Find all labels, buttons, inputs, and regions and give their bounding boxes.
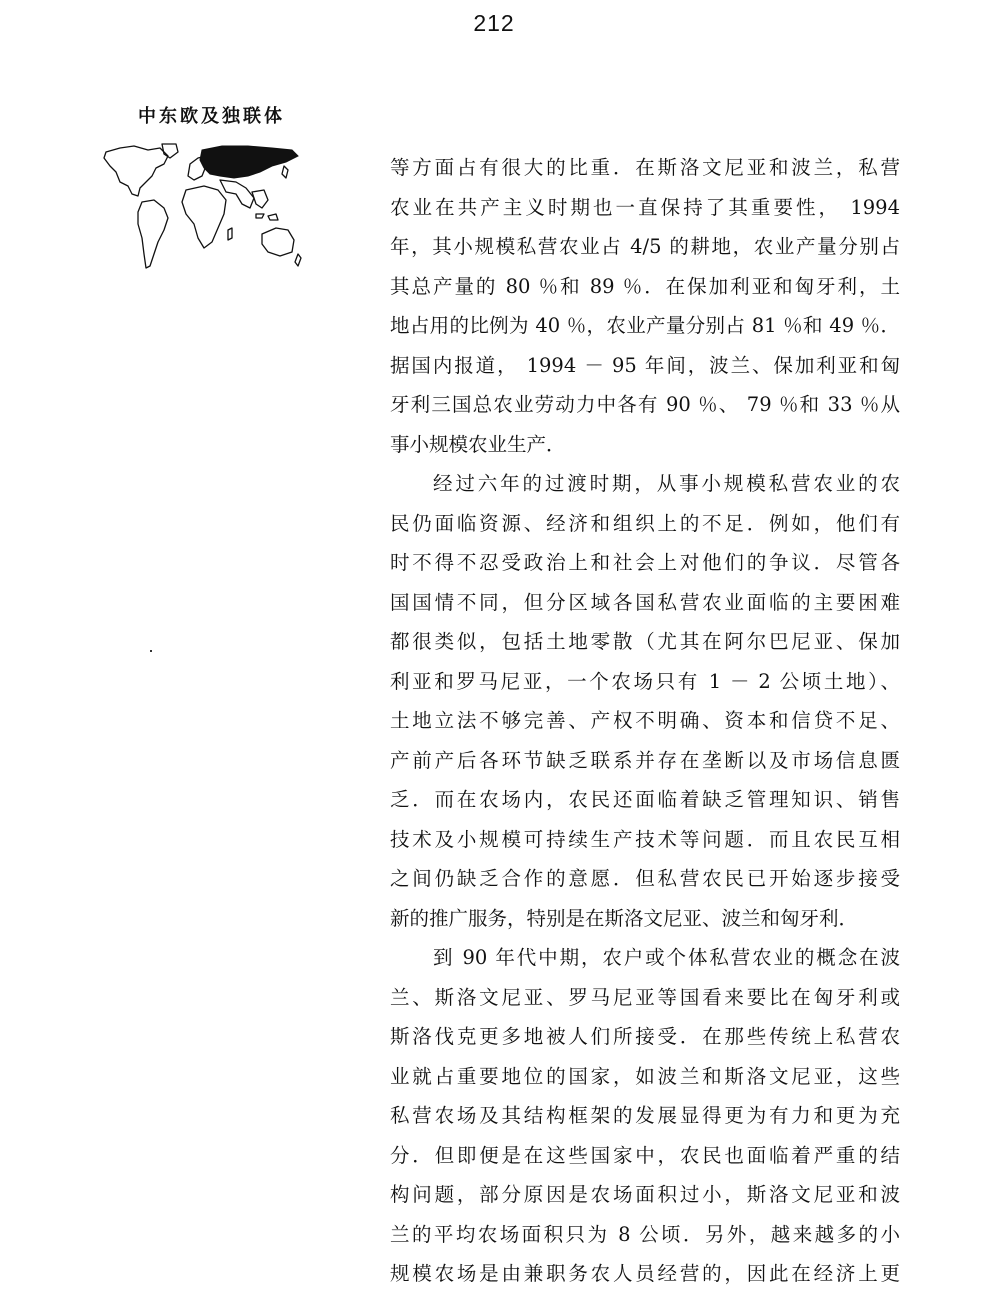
world-map-icon xyxy=(102,142,302,274)
text-line: 等方面占有很大的比重．在斯洛文尼亚和波兰，私营 xyxy=(390,156,900,179)
section-label: 中东欧及独联体 xyxy=(138,106,285,127)
paragraph-2 xyxy=(390,464,900,938)
text-line: 牙利三国总农业劳动力中各有 90 ％、 79 ％和 33 ％从 xyxy=(390,393,900,416)
text-line: 之间仍缺乏合作的意愿．但私营农民已开始逐步接受 xyxy=(390,867,900,890)
text-line: 民仍面临资源、经济和组织上的不足．例如，他们有 xyxy=(390,511,900,535)
page-number: 212 xyxy=(473,10,515,36)
scan-speck xyxy=(150,650,152,652)
text-line: 规模农场是由兼职务农人员经营的，因此在经济上更 xyxy=(390,1262,900,1285)
paragraph-3 xyxy=(390,938,900,1294)
text-line: 土地立法不够完善、产权不明确、资本和信贷不足、 xyxy=(390,709,900,732)
text-line: 国国情不同，但分区域各国私营农业面临的主要困难 xyxy=(390,590,900,614)
text-line: 私营农场及其结构框架的发展显得更为有力和更为充 xyxy=(390,1104,900,1127)
text-line: 其总产量的 80 ％和 89 ％．在保加利亚和匈牙利，土 xyxy=(390,274,900,298)
text-line: 经过六年的过渡时期，从事小规模私营农业的农 xyxy=(433,472,900,495)
text-line: 新的推广服务，特别是在斯洛文尼亚、波兰和匈牙利． xyxy=(390,906,859,930)
text-line: 产前产后各环节缺乏联系并存在垄断以及市场信息匮 xyxy=(390,748,900,772)
text-line: 都很类似，包括土地零散（尤其在阿尔巴尼亚、保加 xyxy=(390,630,900,653)
text-line: 据国内报道， 1994 － 95 年间，波兰、保加利亚和匈 xyxy=(390,353,900,377)
text-line: 利亚和罗马尼亚，一个农场只有 1 － 2 公顷土地）、 xyxy=(390,669,900,693)
text-line: 分．但即便是在这些国家中，农民也面临着严重的结 xyxy=(390,1143,900,1167)
text-line: 年，其小规模私营农业占 4/5 的耕地，农业产量分别占 xyxy=(390,235,900,258)
text-line: 兰、斯洛文尼亚、罗马尼亚等国看来要比在匈牙利或 xyxy=(390,985,900,1009)
text-line: 时不得不忍受政治上和社会上对他们的争议．尽管各 xyxy=(390,551,900,574)
text-line: 乏．而在农场内，农民还面临着缺乏管理知识、销售 xyxy=(390,788,900,811)
text-line: 业就占重要地位的国家，如波兰和斯洛文尼亚，这些 xyxy=(390,1064,900,1088)
text-line: 构问题，部分原因是农场面积过小，斯洛文尼亚和波 xyxy=(390,1183,900,1206)
text-line: 事小规模农业生产． xyxy=(390,432,566,456)
text-line: 地占用的比例为 40 ％，农业产量分别占 81 ％和 49 ％． xyxy=(390,314,900,337)
body-text xyxy=(390,148,900,1294)
text-line: 农业在共产主义时期也一直保持了其重要性， 1994 xyxy=(390,195,900,219)
text-line: 斯洛伐克更多地被人们所接受．在那些传统上私营农 xyxy=(390,1025,900,1048)
text-line: 到 90 年代中期，农户或个体私营农业的概念在波 xyxy=(433,946,900,969)
text-line: 兰的平均农场面积只为 8 公顷．另外，越来越多的小 xyxy=(390,1222,900,1246)
text-line: 技术及小规模可持续生产技术等问题．而且农民互相 xyxy=(390,827,900,851)
paragraph-1 xyxy=(390,148,900,464)
